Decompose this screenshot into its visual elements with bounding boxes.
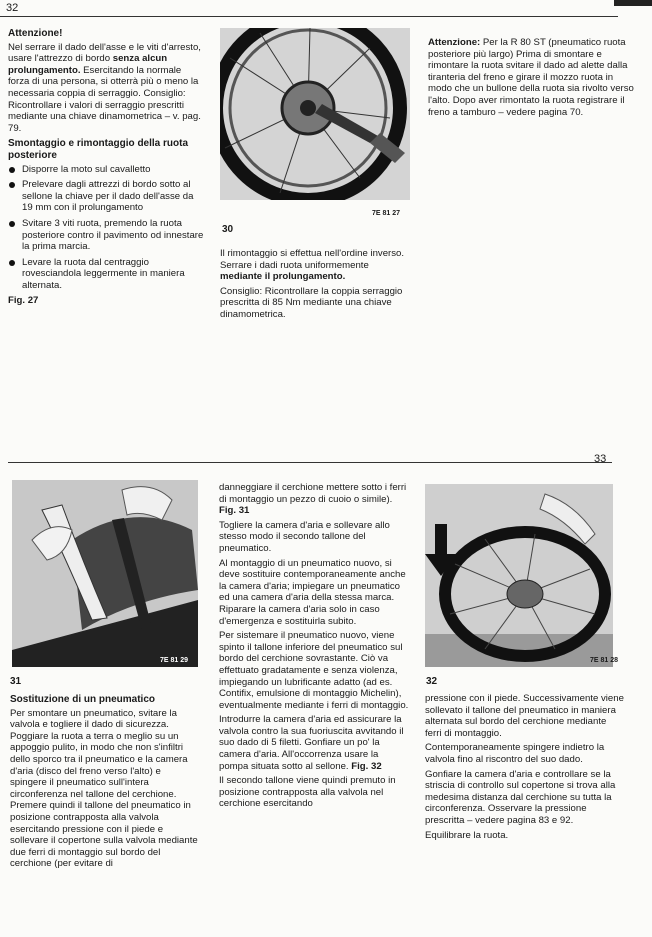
body-text: Per sistemare il pneumatico nuovo, viene spinto il tallone inferiore del pneumatico sul bordo del cerchione sovrastante. Ciò va effettuato gradatamente e senza violenza, impiegando un lubrificante adatto (ad es. Contifix, emulsione di montaggio Michelin), eventualmente mediante i ferri di montaggio. (219, 630, 409, 711)
tire-lever-illustration (12, 480, 198, 667)
section-heading: Smontaggio e rimontaggio della ruota posteriore (8, 138, 189, 161)
bottom-column-1 (10, 690, 200, 873)
figure-31-label: 31 (10, 676, 22, 687)
figure-30-photo (220, 28, 410, 200)
body-text: Per smontare un pneumatico, svitare la valvola e togliere il dado di sicurezza. Poggiare la ruota a terra o meglio su un appoggio pulito, in modo che non s'infiltri dello sporco tra il pneumatico e la camera d'aria (disco del freno verso l'alto) e spingere il pneumatico sull'intera circonferenza nel tallone del cerchione. Premere quindi il tallone del pneumatico in posizione contrapposta alla valvola esercitando pressione con il piede e sollevare il copertone sulla valvola mediante due ferri di montaggio sul bordo del cerchione (per evitare di (10, 707, 198, 870)
top-column-2 (220, 248, 410, 324)
wheel-illustration (220, 28, 410, 200)
body-text: Introdurre la camera d'aria ed assicurare la valvola contro la sua fuoriuscita avvitando il suo dado di 5 filetti. Gonfiare un po' la camera d'aria. All'occorrenza usare la pompa situata sotto al sellone. Fig. 32 (219, 714, 404, 772)
wheel-mounting-illustration (425, 484, 613, 667)
figure-31-photo (12, 480, 198, 667)
corner-mark (614, 0, 652, 6)
top-rule (0, 16, 618, 17)
steps-list (8, 164, 204, 292)
list-item: Prelevare dagli attrezzi di bordo sotto al sellone la chiave per il dado dell'asse da 19 mm con il prolungamento (8, 179, 204, 214)
figure-31-code: 7E 81 29 (160, 657, 189, 664)
figure-32-label: 32 (426, 676, 438, 687)
body-text: Gonfiare la camera d'aria e controllare se la striscia di controllo sul copertone si trova alla medesima distanza dal cerchione su tutta la circonferenza. Osservare la pressione prescritta – vedere pagina 83 e 92. (425, 768, 616, 826)
figure-30-code: 7E 81 27 (372, 210, 401, 217)
page-number-32: 32 (6, 2, 19, 14)
body-text: danneggiare il cerchione mettere sotto i ferri di montaggio un pezzo di cuoio o simile). Fig. 31 (219, 482, 407, 517)
top-column-3 (428, 37, 638, 121)
reassembly-text: Il rimontaggio si effettua nell'ordine inverso. Serrare i dadi ruota uniformemente mediante il prolungamento. (220, 248, 405, 283)
list-item: Svitare 3 viti ruota, premendo la ruota posteriore contro il pavimento od innestare la prima marcia. (8, 218, 204, 253)
bottom-column-2 (219, 482, 409, 813)
body-text: Contemporaneamente spingere indietro la valvola fino al riscontro del suo dado. (425, 742, 605, 765)
tip-text: Consiglio: Ricontrollare la coppia serraggio prescritta di 85 Nm mediante una chiave dinamometrica. (220, 285, 403, 320)
figure-reference: Fig. 27 (8, 295, 39, 307)
top-column-1 (8, 28, 204, 310)
separator-rule (8, 462, 612, 463)
body-text: pressione con il piede. Successivamente viene sollevato il tallone del pneumatico in maniera alternata sul bordo del cerchione mediante ferri di montaggio. (425, 693, 624, 739)
warning-text: Nel serrare il dado dell'asse e le viti d'arresto, usare l'attrezzo di bordo senza alcun prolungamento. Esercitando la normale forza di una persona, si otterrà più o meno la necessaria coppia di serraggio. Consiglio: Ricontrollare i valori di serraggio prescritti mediante una chiave dinamometrica – v. pag. 79. (8, 41, 201, 134)
warning-title: Attenzione! (8, 28, 63, 39)
list-item: Disporre la moto sul cavalletto (8, 164, 204, 176)
figure-32-photo (425, 484, 613, 667)
body-text: Al montaggio di un pneumatico nuovo, si deve sostituire contemporaneamente anche la camera d'aria; impiegare un pneumatico ed una camera d'aria della stessa marca. Riparare la camera d'aria solo in caso d'emergenza e sostituirla subito. (219, 557, 406, 627)
body-text: Il secondo tallone viene quindi premuto in posizione contrapposta alla valvola nel cerchione esercitando (219, 775, 396, 810)
body-text: Equilibrare la ruota. (425, 829, 509, 841)
r80st-note: Attenzione: Per la R 80 ST (pneumatico ruota posteriore più largo) Prima di smontare e rimontare la ruota svitare il dado ad alette dalla tiranteria del freno e girare il mozzo ruota in modo che un bullone della ruota sia rivolto verso l'alto. Dopo aver rimontato la ruota registrare il freno a tamburo – vedere pagina 70. (428, 37, 634, 118)
list-item: Levare la ruota dal centraggio rovesciandola leggermente in maniera alternata. (8, 257, 204, 292)
figure-32-code: 7E 81 28 (590, 657, 619, 664)
body-text: Togliere la camera d'aria e sollevare allo stesso modo il secondo tallone del pneumatico. (219, 519, 390, 554)
section-heading: Sostituzione di un pneumatico (10, 694, 155, 705)
page-number-33: 33 (594, 453, 607, 465)
figure-30-label: 30 (222, 224, 234, 235)
bottom-column-3 (425, 693, 625, 844)
